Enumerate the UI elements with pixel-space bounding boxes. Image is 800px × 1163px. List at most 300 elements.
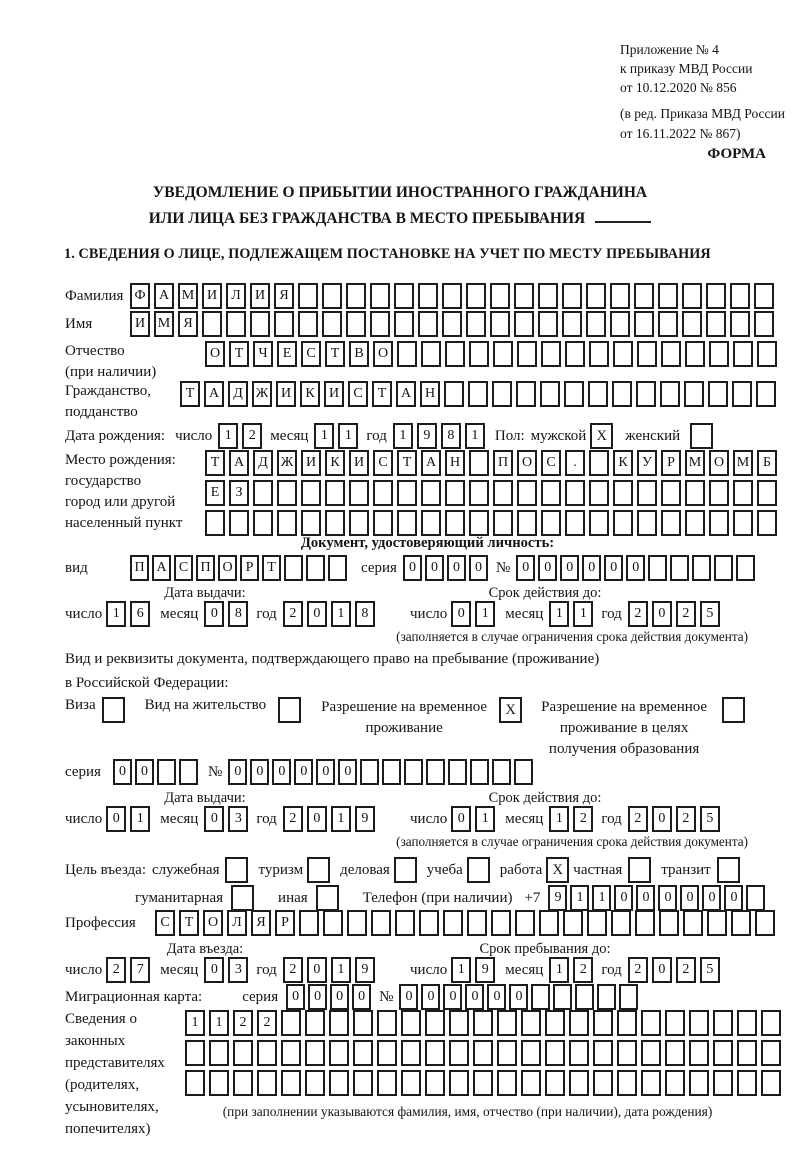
char-box[interactable]: 0	[509, 984, 528, 1010]
char-box[interactable]	[360, 759, 379, 785]
char-box[interactable]: 1	[592, 885, 611, 911]
char-box[interactable]: 0	[447, 555, 466, 581]
purpose-business-checkbox[interactable]	[394, 857, 417, 883]
char-box[interactable]	[209, 1040, 229, 1066]
char-box[interactable]	[575, 984, 594, 1010]
char-box[interactable]	[586, 283, 606, 309]
char-box[interactable]	[684, 381, 704, 407]
char-box[interactable]: 0	[228, 759, 247, 785]
char-box[interactable]	[569, 1040, 589, 1066]
char-box[interactable]	[202, 311, 222, 337]
char-box[interactable]: Т	[205, 450, 225, 476]
char-box[interactable]: В	[349, 341, 369, 367]
char-box[interactable]	[298, 311, 318, 337]
char-box[interactable]	[466, 311, 486, 337]
char-box[interactable]: С	[174, 555, 193, 581]
char-box[interactable]: 2	[573, 806, 593, 832]
char-box[interactable]	[185, 1040, 205, 1066]
char-box[interactable]: 1	[106, 601, 126, 627]
char-box[interactable]: П	[196, 555, 215, 581]
char-box[interactable]	[325, 480, 345, 506]
char-box[interactable]: И	[276, 381, 296, 407]
char-box[interactable]	[473, 1010, 493, 1036]
char-box[interactable]: З	[229, 480, 249, 506]
char-box[interactable]	[521, 1010, 541, 1036]
char-box[interactable]	[709, 510, 729, 536]
char-box[interactable]: М	[733, 450, 753, 476]
char-box[interactable]: .	[565, 450, 585, 476]
char-box[interactable]: 0	[560, 555, 579, 581]
char-box[interactable]	[233, 1070, 253, 1096]
char-box[interactable]: А	[396, 381, 416, 407]
char-box[interactable]	[661, 341, 681, 367]
char-box[interactable]: 0	[106, 806, 126, 832]
char-box[interactable]: 1	[475, 601, 495, 627]
char-box[interactable]	[733, 510, 753, 536]
char-box[interactable]	[641, 1040, 661, 1066]
char-box[interactable]: 0	[451, 806, 471, 832]
char-box[interactable]	[497, 1010, 517, 1036]
char-box[interactable]: 0	[680, 885, 699, 911]
char-box[interactable]	[322, 311, 342, 337]
char-box[interactable]	[347, 910, 367, 936]
char-box[interactable]	[569, 1070, 589, 1096]
char-box[interactable]	[469, 341, 489, 367]
char-box[interactable]: Е	[277, 341, 297, 367]
char-box[interactable]	[757, 341, 777, 367]
char-box[interactable]: 0	[443, 984, 462, 1010]
char-box[interactable]: 0	[308, 984, 327, 1010]
char-box[interactable]	[617, 1040, 637, 1066]
char-box[interactable]: 0	[652, 806, 672, 832]
char-box[interactable]	[648, 555, 667, 581]
char-box[interactable]	[730, 311, 750, 337]
char-box[interactable]	[733, 480, 753, 506]
char-box[interactable]	[706, 283, 726, 309]
char-box[interactable]	[565, 510, 585, 536]
char-box[interactable]	[490, 311, 510, 337]
char-box[interactable]: И	[324, 381, 344, 407]
char-box[interactable]	[448, 759, 467, 785]
sex-female-checkbox[interactable]	[690, 423, 713, 449]
char-box[interactable]	[541, 341, 561, 367]
char-box[interactable]	[685, 510, 705, 536]
char-box[interactable]: Б	[757, 450, 777, 476]
char-box[interactable]	[562, 311, 582, 337]
char-box[interactable]	[370, 283, 390, 309]
char-box[interactable]	[370, 311, 390, 337]
char-box[interactable]	[588, 381, 608, 407]
char-box[interactable]: 2	[257, 1010, 277, 1036]
char-box[interactable]	[449, 1040, 469, 1066]
char-box[interactable]	[613, 510, 633, 536]
char-box[interactable]: О	[709, 450, 729, 476]
char-box[interactable]	[586, 311, 606, 337]
char-box[interactable]	[636, 381, 656, 407]
char-box[interactable]	[611, 910, 631, 936]
char-box[interactable]: С	[541, 450, 561, 476]
char-box[interactable]: 0	[307, 806, 327, 832]
char-box[interactable]	[443, 910, 463, 936]
char-box[interactable]	[659, 910, 679, 936]
char-box[interactable]: Т	[180, 381, 200, 407]
char-box[interactable]	[539, 910, 559, 936]
char-box[interactable]: 1	[130, 806, 150, 832]
char-box[interactable]	[713, 1070, 733, 1096]
char-box[interactable]: О	[218, 555, 237, 581]
char-box[interactable]	[421, 480, 441, 506]
char-box[interactable]	[179, 759, 198, 785]
char-box[interactable]: А	[229, 450, 249, 476]
char-box[interactable]	[634, 311, 654, 337]
char-box[interactable]: 1	[331, 601, 351, 627]
char-box[interactable]	[660, 381, 680, 407]
char-box[interactable]: 9	[355, 957, 375, 983]
char-box[interactable]: К	[613, 450, 633, 476]
char-box[interactable]	[593, 1010, 613, 1036]
char-box[interactable]: 1	[338, 423, 358, 449]
char-box[interactable]	[665, 1040, 685, 1066]
char-box[interactable]: 8	[355, 601, 375, 627]
char-box[interactable]: И	[202, 283, 222, 309]
char-box[interactable]	[661, 510, 681, 536]
char-box[interactable]: 5	[700, 601, 720, 627]
char-box[interactable]	[397, 480, 417, 506]
char-box[interactable]: 9	[548, 885, 567, 911]
char-box[interactable]	[593, 1070, 613, 1096]
char-box[interactable]: 2	[628, 957, 648, 983]
char-box[interactable]: Р	[661, 450, 681, 476]
char-box[interactable]	[404, 759, 423, 785]
char-box[interactable]: 1	[451, 957, 471, 983]
char-box[interactable]: Ч	[253, 341, 273, 367]
char-box[interactable]: 2	[106, 957, 126, 983]
char-box[interactable]	[634, 283, 654, 309]
char-box[interactable]	[353, 1070, 373, 1096]
char-box[interactable]	[755, 910, 775, 936]
char-box[interactable]	[670, 555, 689, 581]
char-box[interactable]: 0	[307, 601, 327, 627]
char-box[interactable]	[637, 341, 657, 367]
char-box[interactable]	[442, 311, 462, 337]
char-box[interactable]	[713, 1040, 733, 1066]
char-box[interactable]	[418, 311, 438, 337]
char-box[interactable]	[531, 984, 550, 1010]
char-box[interactable]	[761, 1040, 781, 1066]
char-box[interactable]: 8	[228, 601, 248, 627]
char-box[interactable]	[349, 510, 369, 536]
char-box[interactable]	[709, 341, 729, 367]
char-box[interactable]	[329, 1010, 349, 1036]
char-box[interactable]: Ф	[130, 283, 150, 309]
char-box[interactable]	[610, 283, 630, 309]
char-box[interactable]: 0	[352, 984, 371, 1010]
char-box[interactable]	[329, 1040, 349, 1066]
char-box[interactable]: А	[152, 555, 171, 581]
char-box[interactable]	[277, 480, 297, 506]
char-box[interactable]	[541, 480, 561, 506]
char-box[interactable]	[589, 450, 609, 476]
char-box[interactable]	[493, 480, 513, 506]
char-box[interactable]: Ж	[252, 381, 272, 407]
char-box[interactable]	[253, 510, 273, 536]
char-box[interactable]: 0	[658, 885, 677, 911]
char-box[interactable]	[497, 1040, 517, 1066]
char-box[interactable]: 0	[516, 555, 535, 581]
char-box[interactable]	[619, 984, 638, 1010]
char-box[interactable]	[328, 555, 347, 581]
char-box[interactable]	[421, 341, 441, 367]
char-box[interactable]: Я	[274, 283, 294, 309]
char-box[interactable]	[517, 480, 537, 506]
char-box[interactable]: 2	[283, 601, 303, 627]
char-box[interactable]: Т	[229, 341, 249, 367]
char-box[interactable]	[305, 1070, 325, 1096]
char-box[interactable]	[257, 1040, 277, 1066]
char-box[interactable]	[514, 759, 533, 785]
char-box[interactable]	[305, 1010, 325, 1036]
char-box[interactable]	[353, 1040, 373, 1066]
char-box[interactable]: И	[301, 450, 321, 476]
residence-permit-checkbox[interactable]	[278, 697, 301, 723]
char-box[interactable]	[613, 341, 633, 367]
char-box[interactable]: 0	[652, 601, 672, 627]
char-box[interactable]	[491, 910, 511, 936]
char-box[interactable]: Е	[205, 480, 225, 506]
char-box[interactable]: 2	[283, 957, 303, 983]
char-box[interactable]	[346, 283, 366, 309]
char-box[interactable]	[737, 1010, 757, 1036]
char-box[interactable]: 1	[549, 957, 569, 983]
char-box[interactable]: 0	[582, 555, 601, 581]
char-box[interactable]	[257, 1070, 277, 1096]
char-box[interactable]: 1	[185, 1010, 205, 1036]
char-box[interactable]	[713, 1010, 733, 1036]
char-box[interactable]: 0	[250, 759, 269, 785]
char-box[interactable]	[545, 1010, 565, 1036]
char-box[interactable]	[538, 311, 558, 337]
char-box[interactable]: 7	[130, 957, 150, 983]
char-box[interactable]	[157, 759, 176, 785]
char-box[interactable]: 0	[652, 957, 672, 983]
char-box[interactable]	[373, 510, 393, 536]
char-box[interactable]	[301, 480, 321, 506]
char-box[interactable]	[250, 311, 270, 337]
char-box[interactable]	[373, 480, 393, 506]
char-box[interactable]	[737, 1070, 757, 1096]
char-box[interactable]	[733, 341, 753, 367]
char-box[interactable]	[545, 1070, 565, 1096]
char-box[interactable]	[641, 1010, 661, 1036]
char-box[interactable]	[401, 1010, 421, 1036]
char-box[interactable]	[613, 480, 633, 506]
char-box[interactable]	[637, 510, 657, 536]
char-box[interactable]	[425, 1040, 445, 1066]
char-box[interactable]	[209, 1070, 229, 1096]
char-box[interactable]: 9	[355, 806, 375, 832]
char-box[interactable]: М	[685, 450, 705, 476]
char-box[interactable]	[492, 381, 512, 407]
char-box[interactable]	[470, 759, 489, 785]
char-box[interactable]: 3	[228, 806, 248, 832]
char-box[interactable]: 2	[573, 957, 593, 983]
char-box[interactable]	[517, 510, 537, 536]
char-box[interactable]: А	[204, 381, 224, 407]
char-box[interactable]: 1	[314, 423, 334, 449]
char-box[interactable]: 0	[487, 984, 506, 1010]
char-box[interactable]	[394, 283, 414, 309]
char-box[interactable]: Т	[397, 450, 417, 476]
char-box[interactable]	[637, 480, 657, 506]
char-box[interactable]	[377, 1070, 397, 1096]
char-box[interactable]: И	[130, 311, 150, 337]
char-box[interactable]	[517, 341, 537, 367]
char-box[interactable]: И	[250, 283, 270, 309]
char-box[interactable]	[756, 381, 776, 407]
char-box[interactable]	[692, 555, 711, 581]
char-box[interactable]	[754, 283, 774, 309]
char-box[interactable]	[253, 480, 273, 506]
char-box[interactable]: Н	[445, 450, 465, 476]
char-box[interactable]: У	[637, 450, 657, 476]
char-box[interactable]: 1	[549, 601, 569, 627]
char-box[interactable]	[593, 1040, 613, 1066]
char-box[interactable]: С	[301, 341, 321, 367]
char-box[interactable]: О	[205, 341, 225, 367]
char-box[interactable]	[730, 283, 750, 309]
purpose-private-checkbox[interactable]	[628, 857, 651, 883]
char-box[interactable]: А	[421, 450, 441, 476]
char-box[interactable]: 0	[204, 601, 224, 627]
char-box[interactable]	[757, 480, 777, 506]
char-box[interactable]: 1	[331, 806, 351, 832]
purpose-humanitarian-checkbox[interactable]	[231, 885, 254, 911]
char-box[interactable]	[757, 510, 777, 536]
char-box[interactable]	[565, 341, 585, 367]
char-box[interactable]	[689, 1070, 709, 1096]
visa-checkbox[interactable]	[102, 697, 125, 723]
char-box[interactable]: С	[373, 450, 393, 476]
char-box[interactable]	[281, 1010, 301, 1036]
char-box[interactable]: О	[517, 450, 537, 476]
char-box[interactable]: 1	[393, 423, 413, 449]
char-box[interactable]	[395, 910, 415, 936]
char-box[interactable]	[736, 555, 755, 581]
char-box[interactable]	[707, 910, 727, 936]
char-box[interactable]	[714, 555, 733, 581]
char-box[interactable]	[541, 510, 561, 536]
char-box[interactable]: 1	[475, 806, 495, 832]
char-box[interactable]	[445, 480, 465, 506]
char-box[interactable]: С	[348, 381, 368, 407]
char-box[interactable]: 2	[628, 806, 648, 832]
char-box[interactable]	[425, 1010, 445, 1036]
char-box[interactable]	[468, 381, 488, 407]
char-box[interactable]: 2	[283, 806, 303, 832]
char-box[interactable]: 3	[228, 957, 248, 983]
char-box[interactable]	[612, 381, 632, 407]
char-box[interactable]	[665, 1010, 685, 1036]
char-box[interactable]	[732, 381, 752, 407]
char-box[interactable]	[449, 1070, 469, 1096]
char-box[interactable]: 0	[538, 555, 557, 581]
char-box[interactable]	[305, 1040, 325, 1066]
char-box[interactable]	[589, 480, 609, 506]
char-box[interactable]: 0	[338, 759, 357, 785]
purpose-study-checkbox[interactable]	[467, 857, 490, 883]
char-box[interactable]	[426, 759, 445, 785]
char-box[interactable]	[569, 1010, 589, 1036]
char-box[interactable]	[521, 1040, 541, 1066]
char-box[interactable]: 5	[700, 957, 720, 983]
char-box[interactable]: Я	[178, 311, 198, 337]
char-box[interactable]	[683, 910, 703, 936]
char-box[interactable]: О	[373, 341, 393, 367]
char-box[interactable]	[473, 1070, 493, 1096]
char-box[interactable]	[445, 341, 465, 367]
char-box[interactable]: 2	[628, 601, 648, 627]
char-box[interactable]	[382, 759, 401, 785]
char-box[interactable]	[205, 510, 225, 536]
char-box[interactable]	[597, 984, 616, 1010]
char-box[interactable]: 0	[451, 601, 471, 627]
char-box[interactable]	[284, 555, 303, 581]
char-box[interactable]: А	[154, 283, 174, 309]
char-box[interactable]: 0	[421, 984, 440, 1010]
char-box[interactable]	[514, 311, 534, 337]
char-box[interactable]: О	[203, 910, 223, 936]
char-box[interactable]: 0	[272, 759, 291, 785]
purpose-transit-checkbox[interactable]	[717, 857, 740, 883]
char-box[interactable]	[641, 1070, 661, 1096]
char-box[interactable]	[731, 910, 751, 936]
char-box[interactable]	[401, 1070, 421, 1096]
char-box[interactable]: 9	[475, 957, 495, 983]
char-box[interactable]	[497, 1070, 517, 1096]
char-box[interactable]	[689, 1040, 709, 1066]
char-box[interactable]	[737, 1040, 757, 1066]
char-box[interactable]: 2	[242, 423, 262, 449]
char-box[interactable]	[442, 283, 462, 309]
char-box[interactable]	[325, 510, 345, 536]
char-box[interactable]: 2	[233, 1010, 253, 1036]
char-box[interactable]	[492, 759, 511, 785]
char-box[interactable]: 0	[403, 555, 422, 581]
char-box[interactable]	[371, 910, 391, 936]
char-box[interactable]	[233, 1040, 253, 1066]
char-box[interactable]	[564, 381, 584, 407]
char-box[interactable]	[394, 311, 414, 337]
char-box[interactable]	[299, 910, 319, 936]
char-box[interactable]: П	[130, 555, 149, 581]
char-box[interactable]: К	[300, 381, 320, 407]
char-box[interactable]	[661, 480, 681, 506]
char-box[interactable]	[469, 450, 489, 476]
char-box[interactable]	[746, 885, 765, 911]
char-box[interactable]: 1	[465, 423, 485, 449]
temp-residence-edu-checkbox[interactable]	[722, 697, 745, 723]
char-box[interactable]: 1	[570, 885, 589, 911]
char-box[interactable]: М	[178, 283, 198, 309]
purpose-other-checkbox[interactable]	[316, 885, 339, 911]
char-box[interactable]	[353, 1010, 373, 1036]
char-box[interactable]	[377, 1040, 397, 1066]
char-box[interactable]	[301, 510, 321, 536]
char-box[interactable]	[617, 1010, 637, 1036]
char-box[interactable]: Д	[228, 381, 248, 407]
char-box[interactable]	[682, 283, 702, 309]
char-box[interactable]	[473, 1040, 493, 1066]
